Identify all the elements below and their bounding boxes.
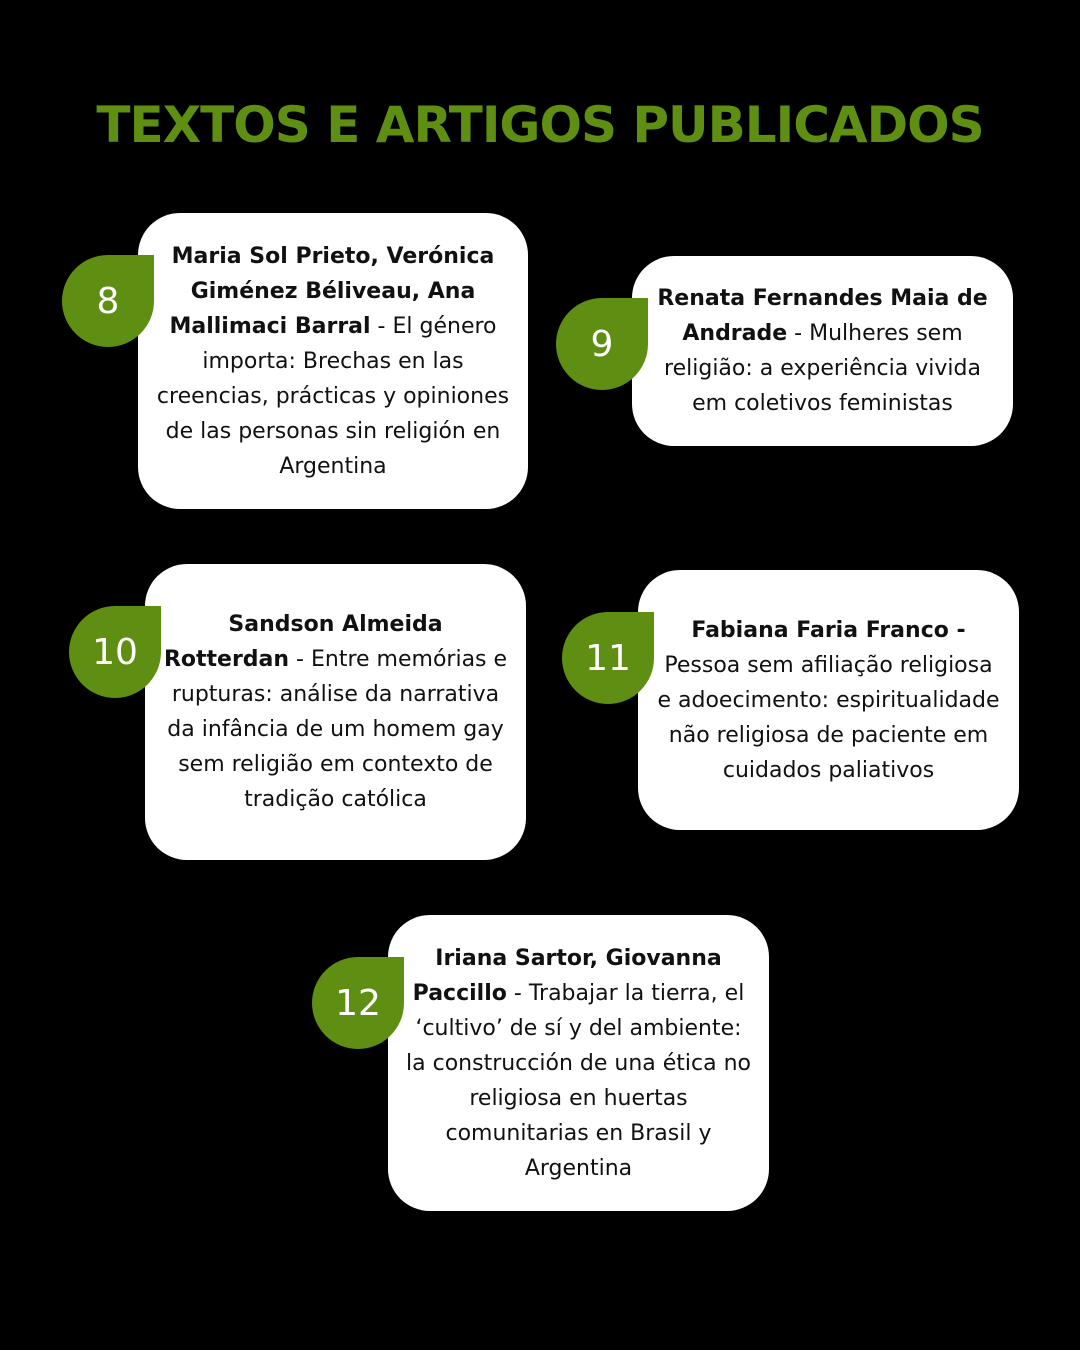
publication-entry-text	[406, 941, 751, 1186]
publication-number-badge-10	[69, 606, 161, 698]
publication-card-10	[145, 564, 526, 860]
publication-number: 9	[590, 323, 614, 365]
publication-number: 11	[585, 637, 631, 679]
publication-number: 8	[96, 280, 120, 322]
publication-number-badge-8	[62, 255, 154, 347]
publication-title: Trabajar la tierra, el ‘cultivo’ de sí y del ambiente: la construcción de una ética no religiosa en huertas comunitarias en Brasil y Argentina	[406, 980, 751, 1181]
publication-card-8	[138, 213, 528, 509]
publication-separator: -	[506, 980, 529, 1006]
publication-card-12	[388, 915, 769, 1211]
publication-title: Entre memórias e rupturas: análise da narrativa da infância de um homem gay sem religião em contexto de tradição católica	[167, 647, 508, 812]
page-title: TEXTOS E ARTIGOS PUBLICADOS	[96, 96, 984, 154]
publication-number: 10	[92, 631, 138, 673]
publication-title: Pessoa sem afiliação religiosa e adoecimento: espiritualidade não religiosa de paciente em cuidados paliativos	[657, 652, 1000, 783]
publication-separator: -	[289, 647, 311, 672]
publication-title: Mulheres sem religião: a experiência vivida em coletivos feministas	[664, 321, 981, 416]
publication-entry-text	[650, 281, 995, 421]
publication-authors: Renata Fernandes Maia de Andrade	[657, 286, 988, 346]
publication-number-badge-9	[556, 298, 648, 390]
publication-number: 12	[335, 982, 381, 1024]
publication-entry-text	[163, 607, 508, 817]
publication-title: El género importa: Brechas en las creencias, prácticas y opiniones de las personas sin religión en Argentina	[156, 313, 510, 479]
publication-card-11	[638, 570, 1019, 830]
publication-card-9	[632, 256, 1013, 446]
publication-authors: Sandson Almeida Rotterdan	[163, 612, 443, 672]
publication-entry-text	[156, 239, 510, 484]
publication-authors: Fabiana Faria Franco -	[691, 617, 966, 643]
publication-authors: Maria Sol Prieto, Verónica Giménez Béliveau, Ana Mallimaci Barral	[169, 243, 495, 339]
publication-separator: -	[370, 313, 393, 339]
publication-entry-text	[656, 613, 1001, 788]
publication-number-badge-12	[312, 957, 404, 1049]
publication-number-badge-11	[562, 612, 654, 704]
publication-separator: -	[787, 321, 810, 346]
publication-authors: Iriana Sartor, Giovanna Paccillo	[412, 945, 722, 1006]
